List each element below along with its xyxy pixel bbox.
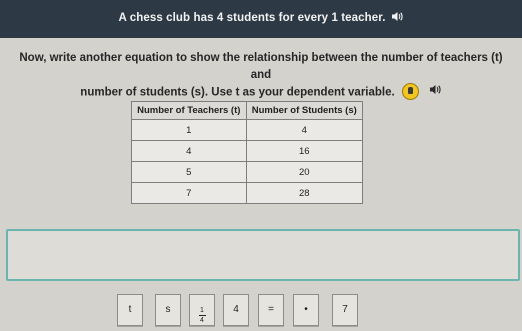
title-text: A chess club has 4 students for every 1 teacher.	[118, 12, 386, 25]
lightbulb-icon[interactable]	[402, 83, 419, 100]
prompt-line-2-wrap	[8, 84, 514, 102]
table-row	[132, 162, 363, 183]
fraction	[199, 301, 206, 331]
table-cell-students: 16	[246, 141, 362, 162]
ratio-table	[131, 101, 363, 204]
table-cell-teachers: 4	[132, 141, 247, 162]
key-t[interactable]: t	[117, 294, 143, 326]
column-header-teachers: Number of Teachers (t)	[132, 102, 247, 120]
table-cell-teachers: 7	[132, 183, 247, 204]
fraction-bar	[199, 315, 206, 316]
equation-answer-box[interactable]	[6, 229, 520, 281]
key-fraction-one-fourth[interactable]	[189, 294, 215, 326]
fraction-denominator: 4	[200, 317, 204, 324]
key-s[interactable]: s	[155, 294, 181, 326]
table-cell-students: 28	[246, 183, 362, 204]
key-4[interactable]: 4	[223, 294, 249, 326]
fraction-numerator: 1	[200, 307, 204, 314]
header-bar	[0, 0, 522, 38]
table-row	[132, 183, 363, 204]
table-row	[132, 141, 363, 162]
page-title	[0, 11, 522, 25]
column-header-students: Number of Students (s)	[246, 102, 362, 120]
speaker-icon[interactable]	[391, 11, 404, 25]
prompt-line-1: Now, write another equation to show the relationship between the number of teachers (t) and	[19, 52, 503, 81]
table-cell-students: 20	[246, 162, 362, 183]
table-cell-teachers: 1	[132, 120, 247, 141]
key-multiply-dot[interactable]: •	[293, 294, 319, 326]
key-equals[interactable]: =	[258, 294, 284, 326]
table-header-row	[132, 102, 363, 120]
table-row	[132, 120, 363, 141]
speaker-icon[interactable]	[429, 84, 442, 101]
equation-keypad	[0, 294, 522, 328]
key-7[interactable]: 7	[332, 294, 358, 326]
table-cell-teachers: 5	[132, 162, 247, 183]
question-prompt	[8, 50, 514, 102]
prompt-line-2: number of students (s). Use t as your dependent variable.	[80, 86, 395, 99]
table-cell-students: 4	[246, 120, 362, 141]
